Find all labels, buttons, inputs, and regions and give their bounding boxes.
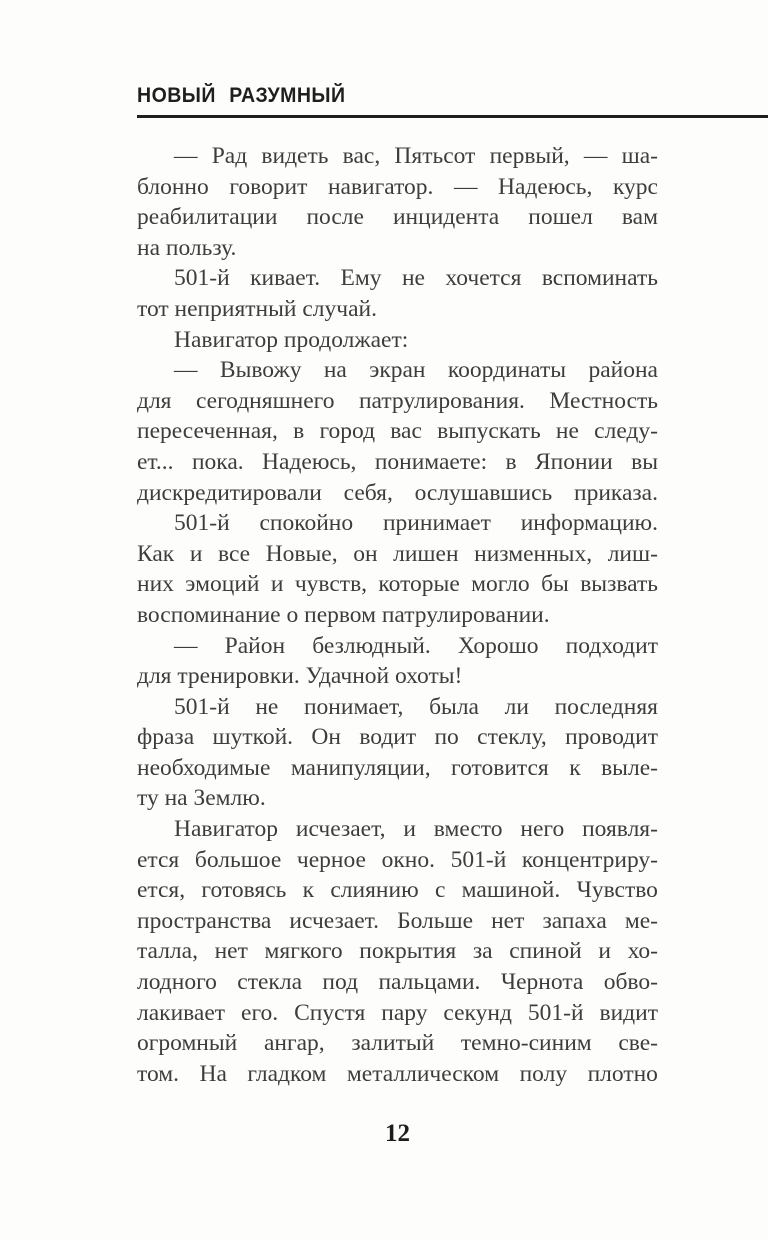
word: концентриру-	[521, 846, 658, 873]
word: пальцами.	[378, 969, 481, 996]
word: Местность	[549, 387, 658, 414]
word: ша-	[621, 143, 658, 169]
word: Навигатор	[174, 816, 278, 843]
word: курс	[612, 173, 658, 200]
text-line	[137, 172, 658, 203]
word: секунд	[443, 999, 512, 1026]
word: 501-й	[174, 693, 230, 720]
word: 501-й	[174, 265, 230, 292]
word: пошел	[528, 204, 593, 231]
word: и	[403, 816, 416, 843]
text-line	[137, 692, 658, 723]
word: кивает.	[250, 265, 321, 292]
text-line	[137, 967, 658, 998]
word: гладком	[247, 1060, 327, 1087]
word: полу	[519, 1060, 568, 1087]
word: и	[598, 938, 611, 965]
word: не	[401, 265, 425, 292]
word: Рад	[211, 143, 248, 169]
word: принимает	[382, 510, 491, 537]
word: была	[429, 693, 479, 720]
word: —	[174, 143, 198, 169]
word: за	[472, 938, 493, 965]
word: 501-й	[174, 510, 230, 537]
word: Пятьсот	[394, 143, 476, 169]
text-line	[137, 141, 658, 172]
text-line	[137, 906, 658, 937]
word: хочется	[445, 265, 522, 292]
word: не	[255, 693, 279, 720]
word: он	[353, 540, 378, 567]
word: Надеюсь,	[262, 448, 357, 475]
word: Он	[311, 724, 341, 751]
word: него	[520, 816, 565, 843]
word: слиянию	[330, 877, 419, 904]
page-number: 12	[385, 1120, 410, 1147]
word: 501-й	[527, 999, 584, 1026]
word: готовится	[451, 754, 549, 781]
word: Ему	[340, 265, 382, 292]
word: ется	[137, 846, 180, 873]
word: спиной	[509, 938, 582, 965]
word: вас	[390, 418, 422, 445]
paragraph	[137, 631, 658, 692]
text-line	[137, 722, 658, 753]
word: проводит	[565, 724, 658, 751]
word: ли	[504, 693, 529, 720]
word: которые	[378, 571, 460, 598]
text-line	[137, 386, 658, 417]
word: вызвать	[580, 571, 658, 598]
word: покрытия	[359, 938, 457, 965]
word: Как	[137, 540, 175, 567]
paragraph	[137, 814, 658, 1089]
text-line	[137, 508, 658, 539]
word: необходимые	[137, 754, 271, 781]
word: эмоций	[185, 571, 260, 598]
word: 501-й	[450, 846, 507, 873]
word: экран	[369, 357, 426, 384]
word: све-	[618, 1030, 658, 1057]
word: Чернота	[500, 969, 584, 996]
paragraph	[137, 508, 658, 630]
word: ангар,	[263, 1030, 325, 1057]
word: низменных,	[474, 540, 593, 567]
word: видеть	[261, 143, 329, 169]
word: к	[569, 754, 581, 781]
word: плотно	[587, 1060, 658, 1087]
text-line	[137, 539, 658, 570]
text-line: воспоминание о первом патрулировании.	[137, 601, 550, 628]
word: Надеюсь,	[498, 173, 593, 200]
paragraph	[137, 355, 658, 508]
word: город	[319, 418, 376, 445]
word: ме-	[624, 907, 658, 934]
word: Вывожу	[219, 357, 302, 384]
text-line	[137, 753, 658, 784]
word: них	[137, 571, 174, 598]
word: чувств,	[294, 571, 368, 598]
word: —	[174, 357, 198, 384]
word: себя,	[343, 479, 393, 506]
word: ослушавшись	[414, 479, 553, 506]
text-line	[137, 998, 658, 1029]
text-line	[137, 1059, 658, 1090]
word: огромный	[137, 1030, 238, 1057]
text-line: тот неприятный случай.	[137, 295, 377, 322]
text-line	[137, 355, 658, 386]
word: лишен	[393, 540, 459, 567]
paragraph	[137, 141, 658, 263]
text-line	[137, 814, 658, 845]
word: лодного	[137, 969, 217, 996]
word: к	[302, 877, 315, 904]
running-header	[137, 84, 768, 118]
text-line: Навигатор продолжает:	[174, 326, 409, 353]
word: блонно	[137, 173, 209, 200]
word: в	[293, 418, 305, 445]
word: вместо	[433, 816, 503, 843]
word: —	[453, 173, 478, 200]
word: том.	[137, 1060, 180, 1087]
word: металлическом	[346, 1060, 500, 1087]
word: приказа.	[574, 479, 658, 506]
running-header-title: НОВЫЙ РАЗУМНЫЙ	[137, 84, 346, 107]
word: Чувство	[576, 877, 658, 904]
word: Новые,	[265, 540, 338, 567]
word: большое	[194, 846, 282, 873]
text-line	[137, 263, 658, 294]
word: манипуляции,	[290, 754, 431, 781]
word: понимаете:	[374, 448, 488, 475]
word: запаха	[542, 907, 607, 934]
word: лакивает	[137, 999, 226, 1026]
word: последняя	[554, 693, 658, 720]
word: могло	[471, 571, 530, 598]
word: темно-синим	[460, 1030, 592, 1057]
word: вам	[621, 204, 658, 231]
word: после	[306, 204, 364, 231]
word: окно.	[381, 846, 435, 873]
paragraph	[137, 263, 658, 324]
text-line: для тренировки. Удачной охоты!	[137, 663, 463, 690]
page-body	[137, 141, 658, 1089]
text-line	[137, 478, 658, 509]
word: исчезает.	[289, 907, 380, 934]
word: вас,	[342, 143, 381, 169]
word: пространства	[137, 907, 272, 934]
word: видит	[599, 999, 658, 1026]
word: обво-	[603, 969, 658, 996]
word: на	[323, 357, 347, 384]
word: патрулирования.	[358, 387, 525, 414]
word: Район	[224, 632, 286, 659]
word: по	[434, 724, 459, 751]
word: навигатор.	[327, 173, 434, 200]
word: лиш-	[607, 540, 658, 567]
text-line	[137, 1028, 658, 1059]
word: района	[588, 357, 658, 384]
word: водит	[359, 724, 417, 751]
word: его.	[241, 999, 279, 1026]
word: пересеченная,	[137, 418, 278, 445]
word: мягкого	[264, 938, 343, 965]
text-line	[137, 875, 658, 906]
word: шуткой.	[212, 724, 294, 751]
word: для	[137, 387, 172, 414]
word: координаты	[447, 357, 567, 384]
word: черное	[296, 846, 366, 873]
word: реабилитации	[137, 204, 278, 231]
text-line	[137, 569, 658, 600]
word: и	[189, 540, 203, 567]
word: появля-	[582, 816, 658, 843]
word: На	[199, 1060, 227, 1087]
word: все	[217, 540, 251, 567]
word: под	[322, 969, 359, 996]
word: бы	[541, 571, 569, 598]
word: Спустя	[294, 999, 366, 1026]
word: говорит	[229, 173, 308, 200]
word: фраза	[137, 724, 195, 751]
word: выпускать	[437, 418, 541, 445]
word: нет	[214, 938, 248, 965]
word: дискредитировали	[137, 479, 322, 506]
text-line	[137, 447, 658, 478]
word: выле-	[601, 754, 658, 781]
word: следу-	[594, 418, 658, 445]
word: пару	[381, 999, 428, 1026]
word: ется,	[137, 877, 186, 904]
word: информацию.	[520, 510, 658, 537]
word: не	[555, 418, 579, 445]
word: —	[583, 143, 608, 169]
word: исчезает,	[295, 816, 386, 843]
word: стеклу,	[477, 724, 547, 751]
word: вы	[631, 448, 658, 475]
word: спокойно	[259, 510, 354, 537]
word: инцидента	[392, 204, 500, 231]
text-line	[137, 202, 658, 233]
text-line	[137, 845, 658, 876]
word: подходит	[565, 632, 658, 659]
word: с	[434, 877, 446, 904]
word: нет	[491, 907, 525, 934]
word: —	[174, 632, 198, 659]
word: талла,	[137, 938, 198, 965]
word: Хорошо	[457, 632, 539, 659]
text-line	[137, 416, 658, 447]
text-line	[137, 631, 658, 662]
word: и	[270, 571, 284, 598]
word: Больше	[397, 907, 474, 934]
word: залитый	[351, 1030, 435, 1057]
text-line	[137, 936, 658, 967]
word: машиной.	[461, 877, 561, 904]
word: сегодняшнего	[195, 387, 335, 414]
word: хо-	[627, 938, 658, 965]
word: готовясь	[201, 877, 287, 904]
paragraph	[137, 692, 658, 814]
word: вспоминать	[541, 265, 658, 292]
text-line: на пользу.	[137, 234, 237, 261]
word: понимает,	[303, 693, 404, 720]
word: Японии	[534, 448, 613, 475]
word: пока.	[191, 448, 244, 475]
word: в	[505, 448, 517, 475]
paragraph	[137, 325, 658, 356]
word: стекла	[237, 969, 303, 996]
word: безлюдный.	[312, 632, 431, 659]
word: первый,	[489, 143, 570, 169]
word: ет...	[137, 448, 174, 475]
text-line: ту на Землю.	[137, 785, 266, 812]
